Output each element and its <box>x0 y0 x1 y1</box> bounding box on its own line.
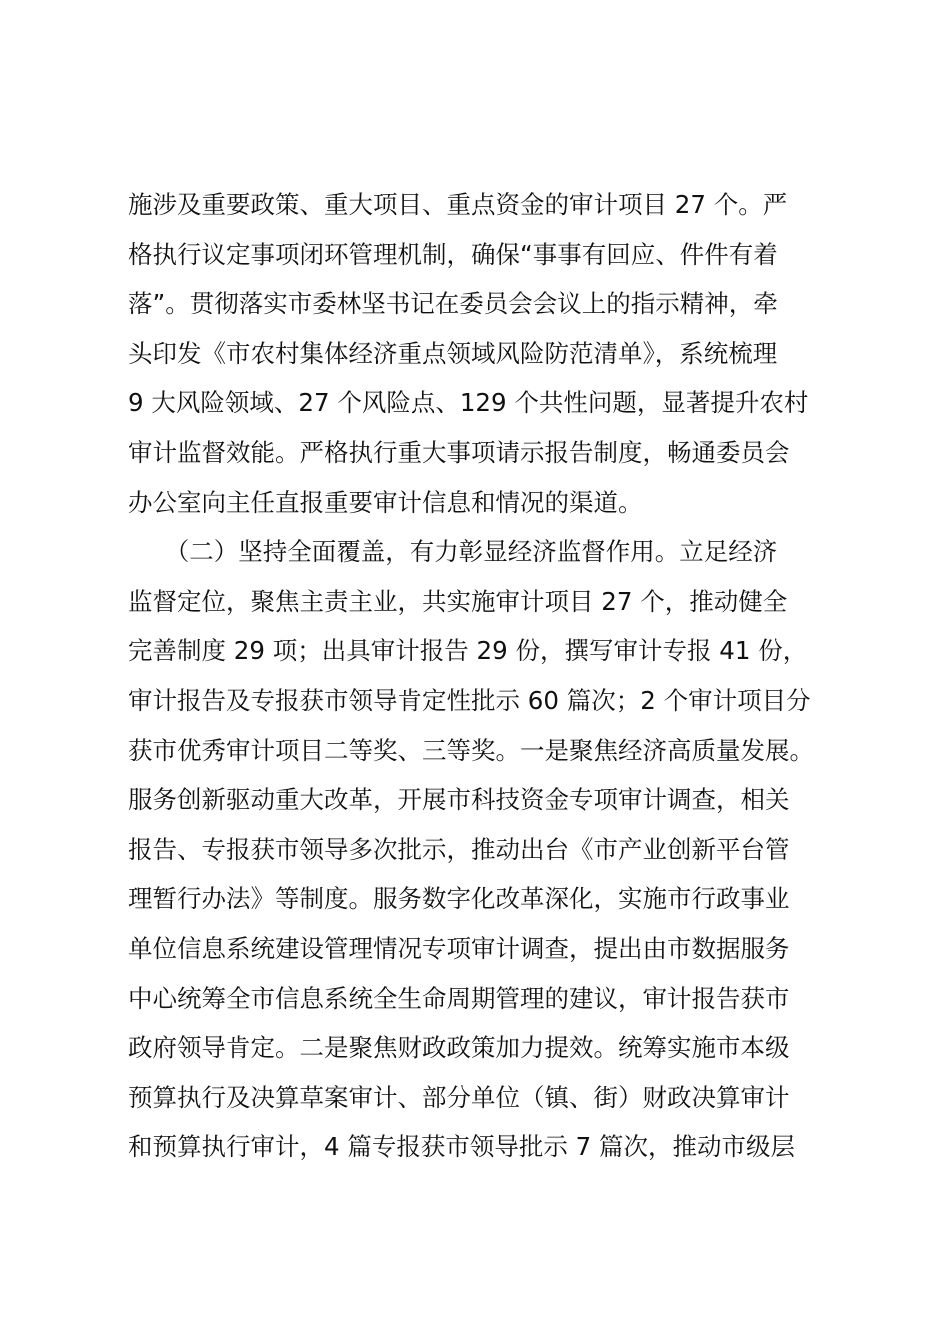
text-line-18: 政府领导肯定。二是聚焦财政政策加力提效。统筹实施市本级 <box>128 1033 790 1063</box>
text-line-12: 获市优秀审计项目二等奖、三等奖。一是聚焦经济高质量发展。 <box>128 735 814 765</box>
text-line-17: 中心统筹全市信息系统全生命周期管理的建议，审计报告获市 <box>128 983 790 1013</box>
body-text <box>128 180 848 1172</box>
text-line-15: 理暂行办法》等制度。服务数字化改革深化，实施市行政事业 <box>128 884 790 914</box>
text-line-1: 施涉及重要政策、重大项目、重点资金的审计项目 27 个。严 <box>128 190 788 219</box>
text-line-6: 审计监督效能。严格执行重大事项请示报告制度，畅通委员会 <box>128 437 790 467</box>
text-line-3: 落”。贯彻落实市委林坚书记在委员会会议上的指示精神，牵 <box>128 289 778 319</box>
text-line-5: 9 大风险领域、27 个风险点、129 个共性问题，显著提升农村 <box>128 388 809 418</box>
text-line-7: 办公室向主任直报重要审计信息和情况的渠道。 <box>128 487 643 517</box>
text-line-9: 监督定位，聚焦主责主业，共实施审计项目 27 个，推动健全 <box>128 586 788 616</box>
text-line-10: 完善制度 29 项；出具审计报告 29 份，撰写审计专报 41 份， <box>128 636 808 666</box>
text-line-2: 格执行议定事项闭环管理机制，确保“事事有回应、件件有着 <box>128 239 778 269</box>
text-line-14: 报告、专报获市领导多次批示，推动出台《市产业创新平台管 <box>128 834 790 864</box>
text-line-11: 审计报告及专报获市领导肯定性批示 60 篇次；2 个审计项目分 <box>128 685 811 715</box>
text-line-8: （二）坚持全面覆盖，有力彰显经济监督作用。立足经济 <box>128 537 778 567</box>
text-line-16: 单位信息系统建设管理情况专项审计调查，提出由市数据服务 <box>128 933 790 963</box>
text-line-19: 预算执行及决算草案审计、部分单位（镇、街）财政决算审计 <box>128 1082 790 1112</box>
text-line-20: 和预算执行审计，4 篇专报获市领导批示 7 篇次，推动市级层 <box>128 1132 796 1162</box>
text-line-13: 服务创新驱动重大改革，开展市科技资金专项审计调查，相关 <box>128 785 790 815</box>
text-line-4: 头印发《市农村集体经济重点领域风险防范清单》，系统梳理 <box>128 338 778 368</box>
